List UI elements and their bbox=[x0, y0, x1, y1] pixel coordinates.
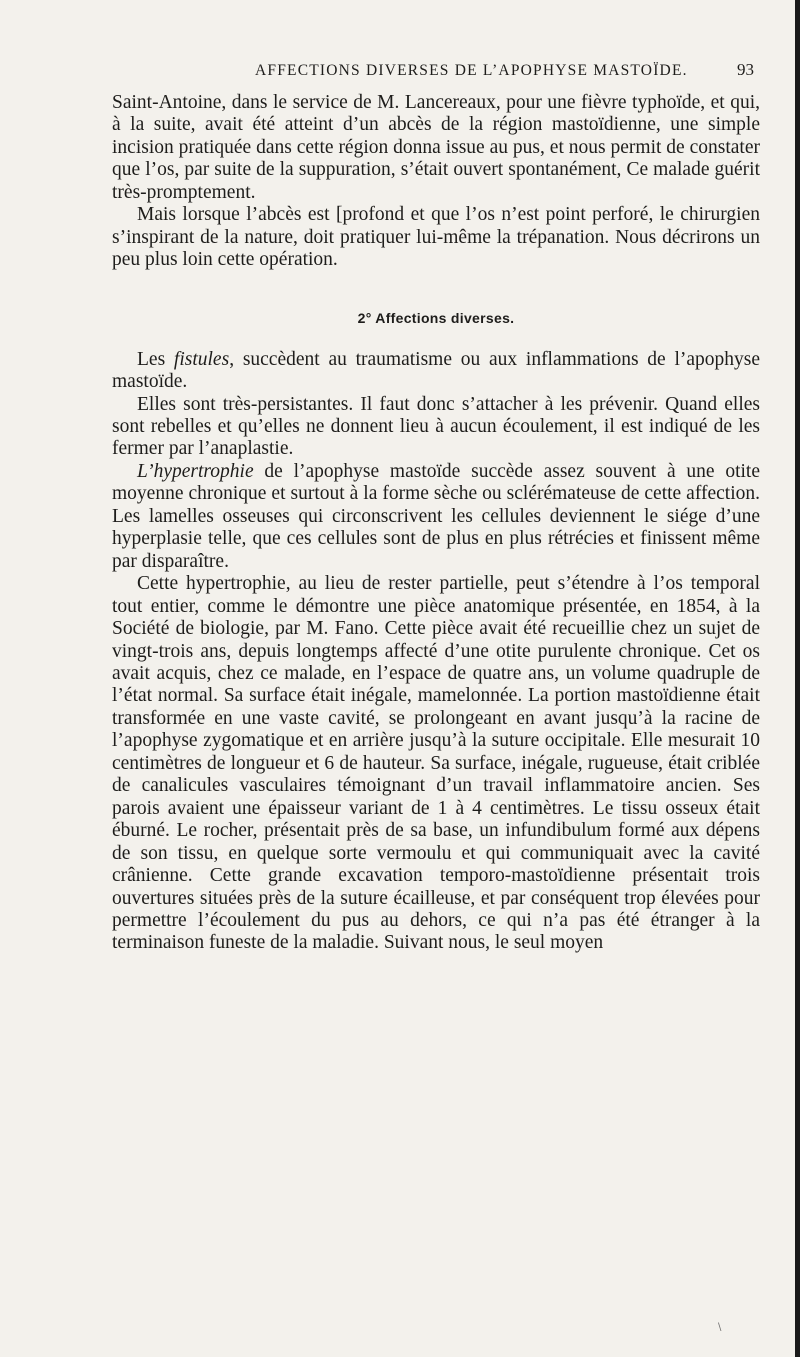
paragraph-continuation: Saint-Antoine, dans le service de M. Lancereaux, pour une fièvre typhoïde, et qui, à la suite, avait été atteint d’un abcès de la région mastoïdienne, une simple incision pratiquée dans cette région donna issue au pus, et nous permit de constater que l’os, par suite de la suppuration, s’était ouvert spontanément, Ce malade guérit très-promptement. bbox=[112, 92, 760, 203]
paragraph-persistantes: Elles sont très-persistantes. Il faut donc s’attacher à les prévenir. Quand elles sont rebelles et qu’elles ne donnent lieu à aucun écoulement, il est indiqué de les fermer par l’anaplastie. bbox=[112, 393, 760, 460]
running-head: AFFECTIONS DIVERSES DE L’APOPHYSE MASTOÏDE. bbox=[255, 62, 688, 79]
paragraph-fistules-lead: Les bbox=[137, 348, 174, 370]
body-text bbox=[112, 92, 760, 955]
page-edge-shadow bbox=[795, 0, 800, 1357]
margin-mark: \ bbox=[718, 1322, 722, 1333]
term-hypertrophie: L’hypertrophie bbox=[137, 460, 254, 482]
paragraph-trepanation: Mais lorsque l’abcès est [profond et que l’os n’est point perforé, le chirurgien s’inspirant de la nature, doit pratiquer lui-même la trépanation. Nous décrirons un peu plus loin cette opération. bbox=[112, 204, 760, 271]
section-heading: 2° Affections diverses. bbox=[357, 309, 515, 326]
paragraph-fistules-text: , succèdent au traumatisme ou aux inflammations de l’apophyse mastoïde. bbox=[112, 348, 761, 393]
paragraph-hypertrophie-text: de l’apophyse mastoïde succède assez souvent à une otite moyenne chronique et surtout à la forme sèche ou sclérémateuse de cette affection. Les lamelles osseuses qui circonscrivent les cellules deviennent le siége d’une hyperplasie telle, que ces cellules sont de plus en plus rétrécies et finissent même par disparaître. bbox=[112, 460, 760, 572]
page-number: 93 bbox=[737, 60, 754, 79]
term-fistules: fistules bbox=[173, 348, 230, 370]
paragraph-hypertrophie bbox=[112, 461, 760, 573]
paragraph-case-report: Cette hypertrophie, au lieu de rester partielle, peut s’étendre à l’os temporal tout entier, comme le démontre une pièce anatomique présentée, en 1854, à la Société de biologie, par M. Fano. Cette pièce avait été recueillie chez un sujet de vingt-trois ans, depuis longtemps affecté d’une otite purulente chronique. Cet os avait acquis, chez ce malade, en l’espace de quatre ans, un volume quadruple de l’état normal. Sa surface était inégale, mamelonnée. La portion mastoïdienne était transformée en une vaste cavité, se prolongeant en avant jusqu’à la racine de l’apophyse zygomatique et en arrière jusqu’à la suture occipitale. Elle mesurait 10 centimètres de longueur et 6 de hauteur. Sa surface, inégale, rugueuse, était criblée de canalicules vasculaires témoignant d’un travail inflammatoire ancien. Ses parois avaient une épaisseur variant de 1 à 4 centimètres. Le tissu osseux était éburné. Le rocher, présentait près de sa base, un infundibulum formé aux dépens de son tissu, en quelque sorte vermoulu et qui communiquait avec la cavité crânienne. Cette grande excavation temporo-mastoïdienne présentait trois ouvertures situées près de la suture écailleuse, et par conséquent trop élevées pour permettre l’écoulement du pus au dehors, ce qui n’a pas été étranger à la terminaison funeste de la maladie. Suivant nous, le seul moyen bbox=[112, 573, 760, 954]
paragraph-fistules bbox=[112, 349, 760, 394]
